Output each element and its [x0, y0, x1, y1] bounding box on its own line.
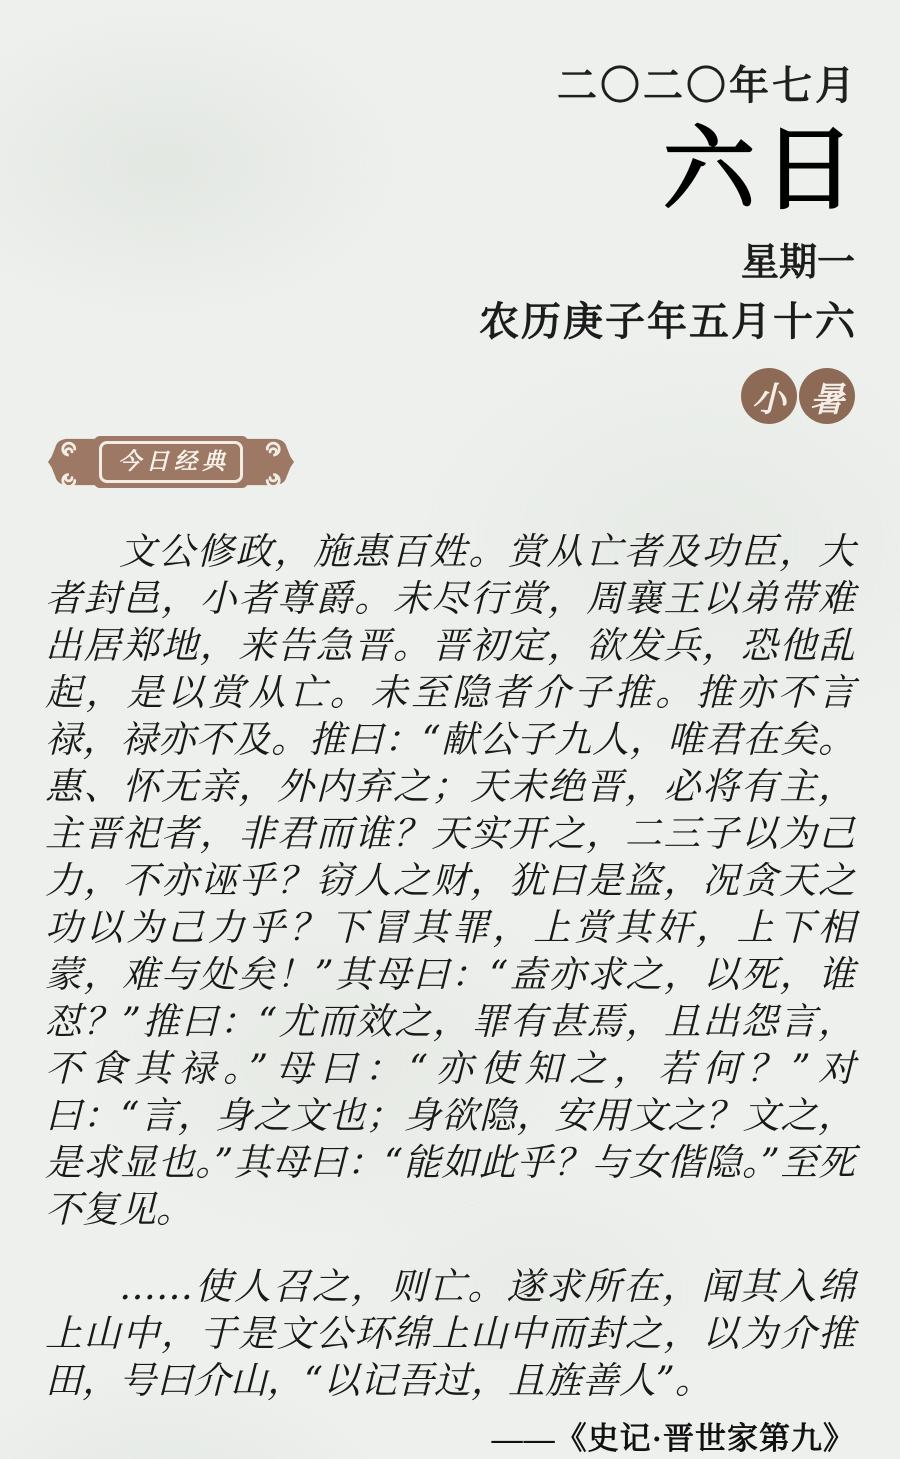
classic-paragraph-1: 文公修政，施惠百姓。赏从亡者及功臣，大者封邑，小者尊爵。未尽行赏，周襄王以弟带难出居郑地，来告急晋。晋初定，欲发兵，恐他乱起，是以赏从亡。未至隐者介子推。推亦不言禄，禄亦不及。推曰：“献公子九人，唯君在矣。惠、怀无亲，外内弃之；天未绝晋，必将有主，主晋祀者，非君而谁？天实开之，二三子以为己力，不亦诬乎？窃人之财，犹曰是盗，况贪天之功以为己力乎？下冒其罪，上赏其奸，上下相蒙，难与处矣！”其母曰：“盍亦求之，以死，谁怼？”推曰：“尤而效之，罪有甚焉，且出怨言，不食其禄。”母曰：“亦使知之，若何？”对曰：“言，身之文也；身欲隐，安用文之？文之，是求显也。”其母曰：“能如此乎？与女偕隐。”至死不复见。 [45, 530, 855, 1231]
source-attribution: ——《史记·晋世家第九》 [491, 1421, 855, 1456]
solar-term-char-second: 暑 [799, 368, 855, 424]
solar-term-char-first: 小 [741, 368, 797, 424]
banner-scroll-left-icon [48, 434, 96, 490]
banner-label: 今日经典 [99, 441, 243, 482]
banner-label-box [94, 436, 248, 487]
classic-paragraph-2: ……使人召之，则亡。遂求所在，闻其入绵上山中，于是文公环绵上山中而封之，以为介推田，号曰介山，“以记吾过，且旌善人”。 [45, 1265, 855, 1402]
solar-term-badge [45, 368, 855, 424]
gregorian-date: 二〇二〇年七月 [557, 63, 858, 108]
calendar-header [45, 63, 863, 424]
banner-scroll-right-icon [246, 434, 294, 490]
weekday: 星期一 [740, 242, 855, 284]
day-number: 六日 [662, 119, 863, 221]
lunar-date: 农历庚子年五月十六 [479, 299, 857, 344]
classic-text [45, 528, 855, 1459]
classic-banner [48, 434, 294, 490]
